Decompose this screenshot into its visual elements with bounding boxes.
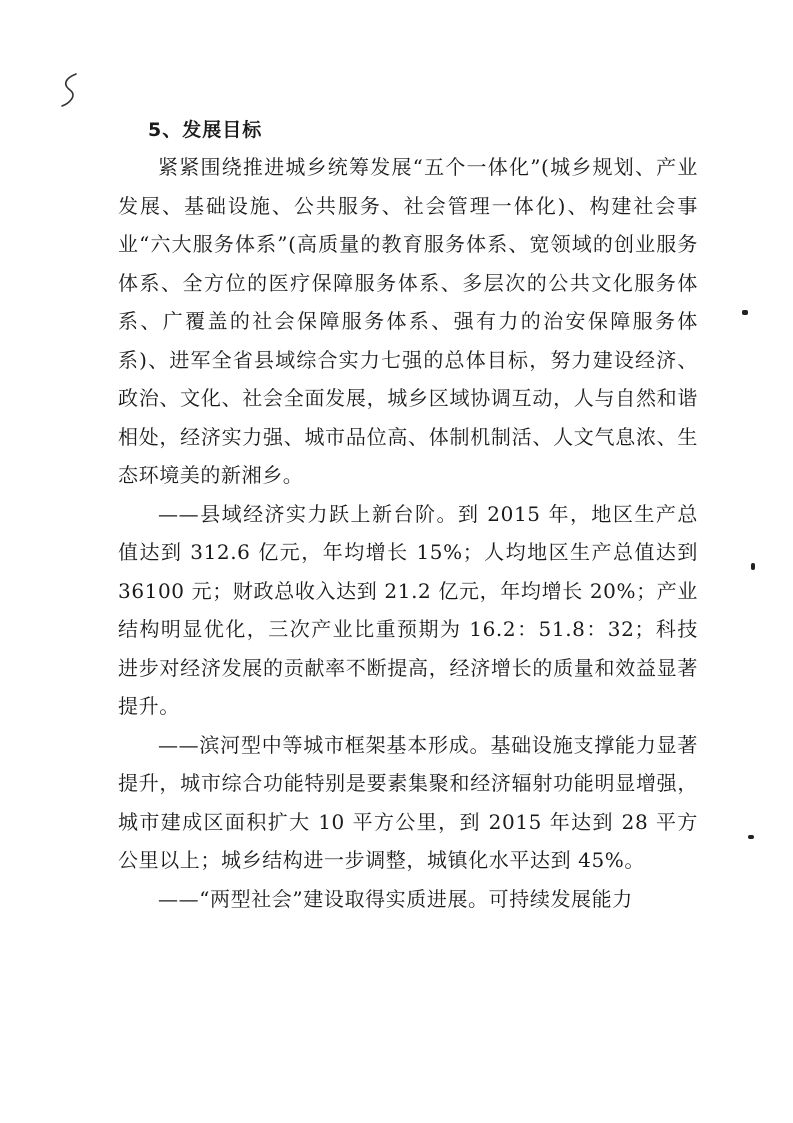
handwritten-mark-icon [58,70,84,110]
scan-speck [751,563,755,570]
paragraph-economy: ——县域经济实力跃上新台阶。到 2015 年，地区生产总值达到 312.6 亿元，年均增长 15%；人均地区生产总值达到 36100 元；财政总收入达到 21.2 亿元，年均增长 20%；产业结构明显优化，三次产业比重预期为 16.2：51.8：32；科技进步对经济发展的贡献率不断提高，经济增长的质量和效益显著提升。 [118,501,698,718]
scan-speck [748,835,754,839]
section-heading: 5、发展目标 [148,119,263,141]
scan-speck [742,310,748,315]
document-body [118,112,698,918]
paragraph-two-type-society: ——“两型社会”建设取得实质进展。可持续发展能力 [158,886,633,911]
paragraph-city-framework: ——滨河型中等城市框架基本形成。基础设施支撑能力显著提升，城市综合功能特别是要素集聚和经济辐射功能明显增强，城市建成区面积扩大 10 平方公里，到 2015 年达到 28 平方公里以上；城乡结构进一步调整，城镇化水平达到 45%。 [118,732,698,872]
paragraph-development-goals: 紧紧围绕推进城乡统筹发展“五个一体化”(城乡规划、产业发展、基础设施、公共服务、社会管理一体化)、构建社会事业“六大服务体系”(高质量的教育服务体系、宽领域的创业服务体系、全方位的医疗保障服务体系、多层次的公共文化服务体系、广覆盖的社会保障服务体系、强有力的治安保障服务体系)、进军全省县域综合实力七强的总体目标，努力建设经济、政治、文化、社会全面发展，城乡区域协调互动，人与自然和谐相处，经济实力强、城市品位高、体制机制活、人文气息浓、生态环境美的新湘乡。 [118,155,698,487]
